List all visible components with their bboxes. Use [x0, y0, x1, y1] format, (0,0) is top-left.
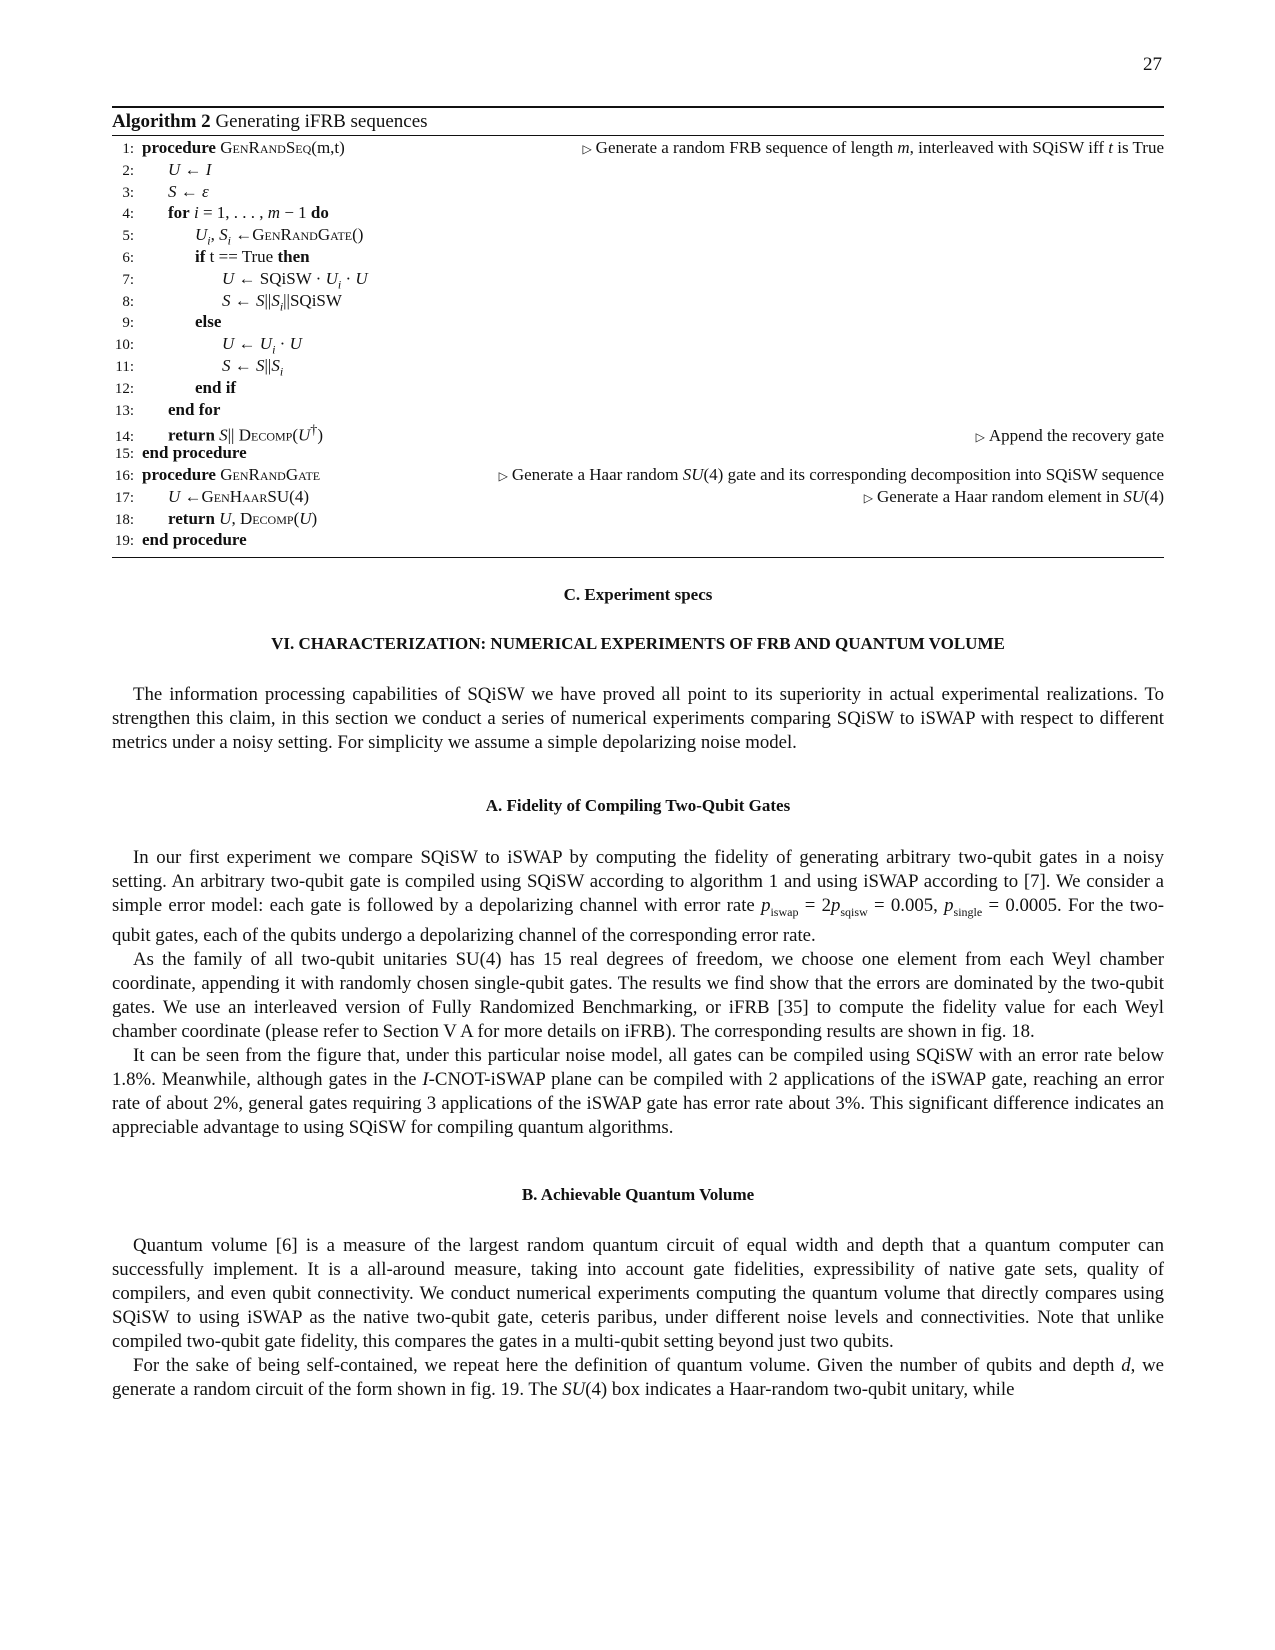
algo-line-12: 12: end if: [112, 377, 1164, 399]
algo-line-9: 9: else: [112, 311, 1164, 333]
section-b-title: B. Achievable Quantum Volume: [521, 1185, 755, 1204]
line-number: 16:: [114, 467, 134, 484]
line-number: 15:: [114, 446, 134, 463]
algo-comment-1: ▷ Generate a random FRB sequence of length m, interleaved with SQiSW iff t is True: [582, 138, 1164, 157]
section-b-paragraph-1: Quantum volume [6] is a measure of the largest random quantum circuit of equal width and depth that a quantum computer can successfully implement. It is a all-around measure, taking into account gate fidelities, expressibility of native gate sets, quality of compilers, and even qubit connectivity. We conduct numerical experiments computing the quantum volume that directly compares using SQiSW to using iSWAP as the native two-qubit gate, ceteris paribus, under different noise levels and connectivities. Note that unlike compiled two-qubit gate fidelity, this compares the gates in a multi-qubit setting beyond just two qubits.: [112, 1235, 1164, 1352]
section-c-title: C. Experiment specs: [563, 585, 713, 604]
section-a-paragraph-1: In our first experiment we compare SQiSW to iSWAP by computing the fidelity of generating arbitrary two-qubit gates in a noisy setting. An arbitrary two-qubit gate is compiled using SQiSW according to algorithm 1 and using iSWAP according to [7]. We consider a simple error model: each gate is followed by a depolarizing channel with error rate $p_{iswap} = 2p_{sqisw} = 0.005$, $p_{single} = 0.0005$. For the two-qubit gates, each of the qubits undergo a depolarizing channel of the corresponding error rate.: [112, 847, 1165, 946]
line-number: 10:: [114, 337, 134, 354]
line-number: 13:: [114, 402, 134, 419]
line-number: 12:: [114, 380, 134, 397]
line-number: 4:: [122, 206, 134, 223]
line-number: 19:: [114, 533, 134, 550]
algo-line-13: 13: end for: [112, 399, 1164, 421]
algorithm-box: [112, 106, 1164, 558]
algo-line-10: 10: U ← $U_i \cdot U$: [112, 333, 1164, 355]
algo-line-15: 15: end procedure: [112, 442, 1164, 464]
algo-line-8: 8: S ← $S||S_i||SQiSW$: [112, 290, 1164, 312]
line-number: 14:: [114, 429, 134, 446]
page-number: 27: [1143, 54, 1162, 75]
line-number: 18:: [114, 511, 134, 528]
section-a-paragraph-3: It can be seen from the figure that, under this particular noise model, all gates can be compiled using SQiSW with an error rate below 1.8%. Meanwhile, although gates in the I-CNOT-iSWAP plane can be compiled with 2 applications of the iSWAP gate, reaching an error rate of about 2%, general gates requiring 3 applications of the iSWAP gate has error rate about 3%. This significant difference indicates an appreciable advantage to using SQiSW for compiling quantum algorithms.: [112, 1044, 1164, 1138]
algo-line-3: 3: S ← ε: [112, 181, 1164, 203]
line-number: 1:: [122, 141, 134, 157]
algo-line-19: 19: end procedure: [112, 529, 1164, 551]
algo-line-6: 6: if t == True then: [112, 246, 1164, 268]
algorithm-title: Generating iFRB sequences: [215, 111, 428, 132]
section-b-body: [112, 1234, 1164, 1402]
algo-line-16: 16: procedure GenRandGate ▷ Generate a Haar random SU(4) gate and its corresponding decomposition into SQiSW sequence: [112, 464, 1164, 486]
algo-line-7: 7: U ← SQiSW · $U_i \cdot U$: [112, 268, 1164, 290]
line-number: 7:: [122, 271, 134, 288]
line-number: 8:: [122, 293, 134, 310]
algo-line-2: 2: U ← I: [112, 159, 1164, 181]
line-number: 2:: [122, 162, 134, 179]
line-number: 3:: [122, 184, 134, 201]
algo-comment-14: ▷ Append the recovery gate: [975, 426, 1164, 446]
algo-line-4: 4: for i = 1, . . . , m − 1 do: [112, 202, 1164, 224]
line-number: 5:: [122, 228, 134, 245]
section-b-paragraph-2: For the sake of being self-contained, we repeat here the definition of quantum volume. Given the number of qubits and depth d, we generate a random circuit of the form shown in fig. 19. The SU(4) box indicates a Haar-random two-qubit unitary, while: [112, 1355, 1164, 1400]
line-number: 17:: [114, 489, 134, 506]
algo-line-5: 5: $U_i$, $S_i$ ←GenRandGate(): [112, 224, 1164, 246]
section-a-title: A. Fidelity of Compiling Two-Qubit Gates: [485, 796, 791, 815]
line-number: 9:: [122, 315, 134, 332]
algo-line-11: 11: S ← $S||S_i$: [112, 355, 1164, 377]
algo-line-17: 17: U ←GenHaarSU(4) ▷ Generate a Haar random element in SU(4): [112, 486, 1164, 508]
algorithm-label: Algorithm 2: [112, 111, 211, 132]
section-vi-title: VI. CHARACTERIZATION: NUMERICAL EXPERIMENTS OF FRB AND QUANTUM VOLUME: [271, 634, 1005, 653]
algo-comment-17: ▷ Generate a Haar random element in SU(4): [863, 486, 1164, 506]
section-vi-intro: The information processing capabilities of SQiSW we have proved all point to its superiority in actual experimental realizations. To strengthen this claim, in this section we conduct a series of numerical experiments comparing SQiSW to iSWAP with respect to different metrics under a noisy setting. For simplicity we assume a simple depolarizing noise model.: [112, 684, 1164, 753]
algo-line-1: 1: procedure GenRandSeq(m,t) ▷ Generate a random FRB sequence of length m, interleaved with SQiSW iff t is True: [112, 137, 1164, 159]
line-number: 6:: [122, 249, 134, 266]
section-a-body: [112, 846, 1164, 1140]
line-number: 11:: [115, 358, 134, 375]
algorithm-header: [112, 108, 1164, 136]
algo-line-18: 18: return U, Decomp(U): [112, 508, 1164, 530]
algo-line-14: 14: return S|| Decomp(U†) ▷ Append the recovery gate: [112, 420, 1164, 442]
section-a-paragraph-2: As the family of all two-qubit unitaries SU(4) has 15 real degrees of freedom, we choose one element from each Weyl chamber coordinate, appending it with randomly chosen single-qubit gates. The results we find show that the errors are dominated by the two-qubit gates. We use an interleaved version of Fully Randomized Benchmarking, or iFRB [35] to compute the fidelity value for each Weyl chamber coordinate (please refer to Section V A for more details on iFRB). The corresponding results are shown in fig. 18.: [112, 948, 1164, 1042]
algo-comment-16: ▷ Generate a Haar random SU(4) gate and its corresponding decomposition into SQiSW sequence: [498, 464, 1164, 484]
